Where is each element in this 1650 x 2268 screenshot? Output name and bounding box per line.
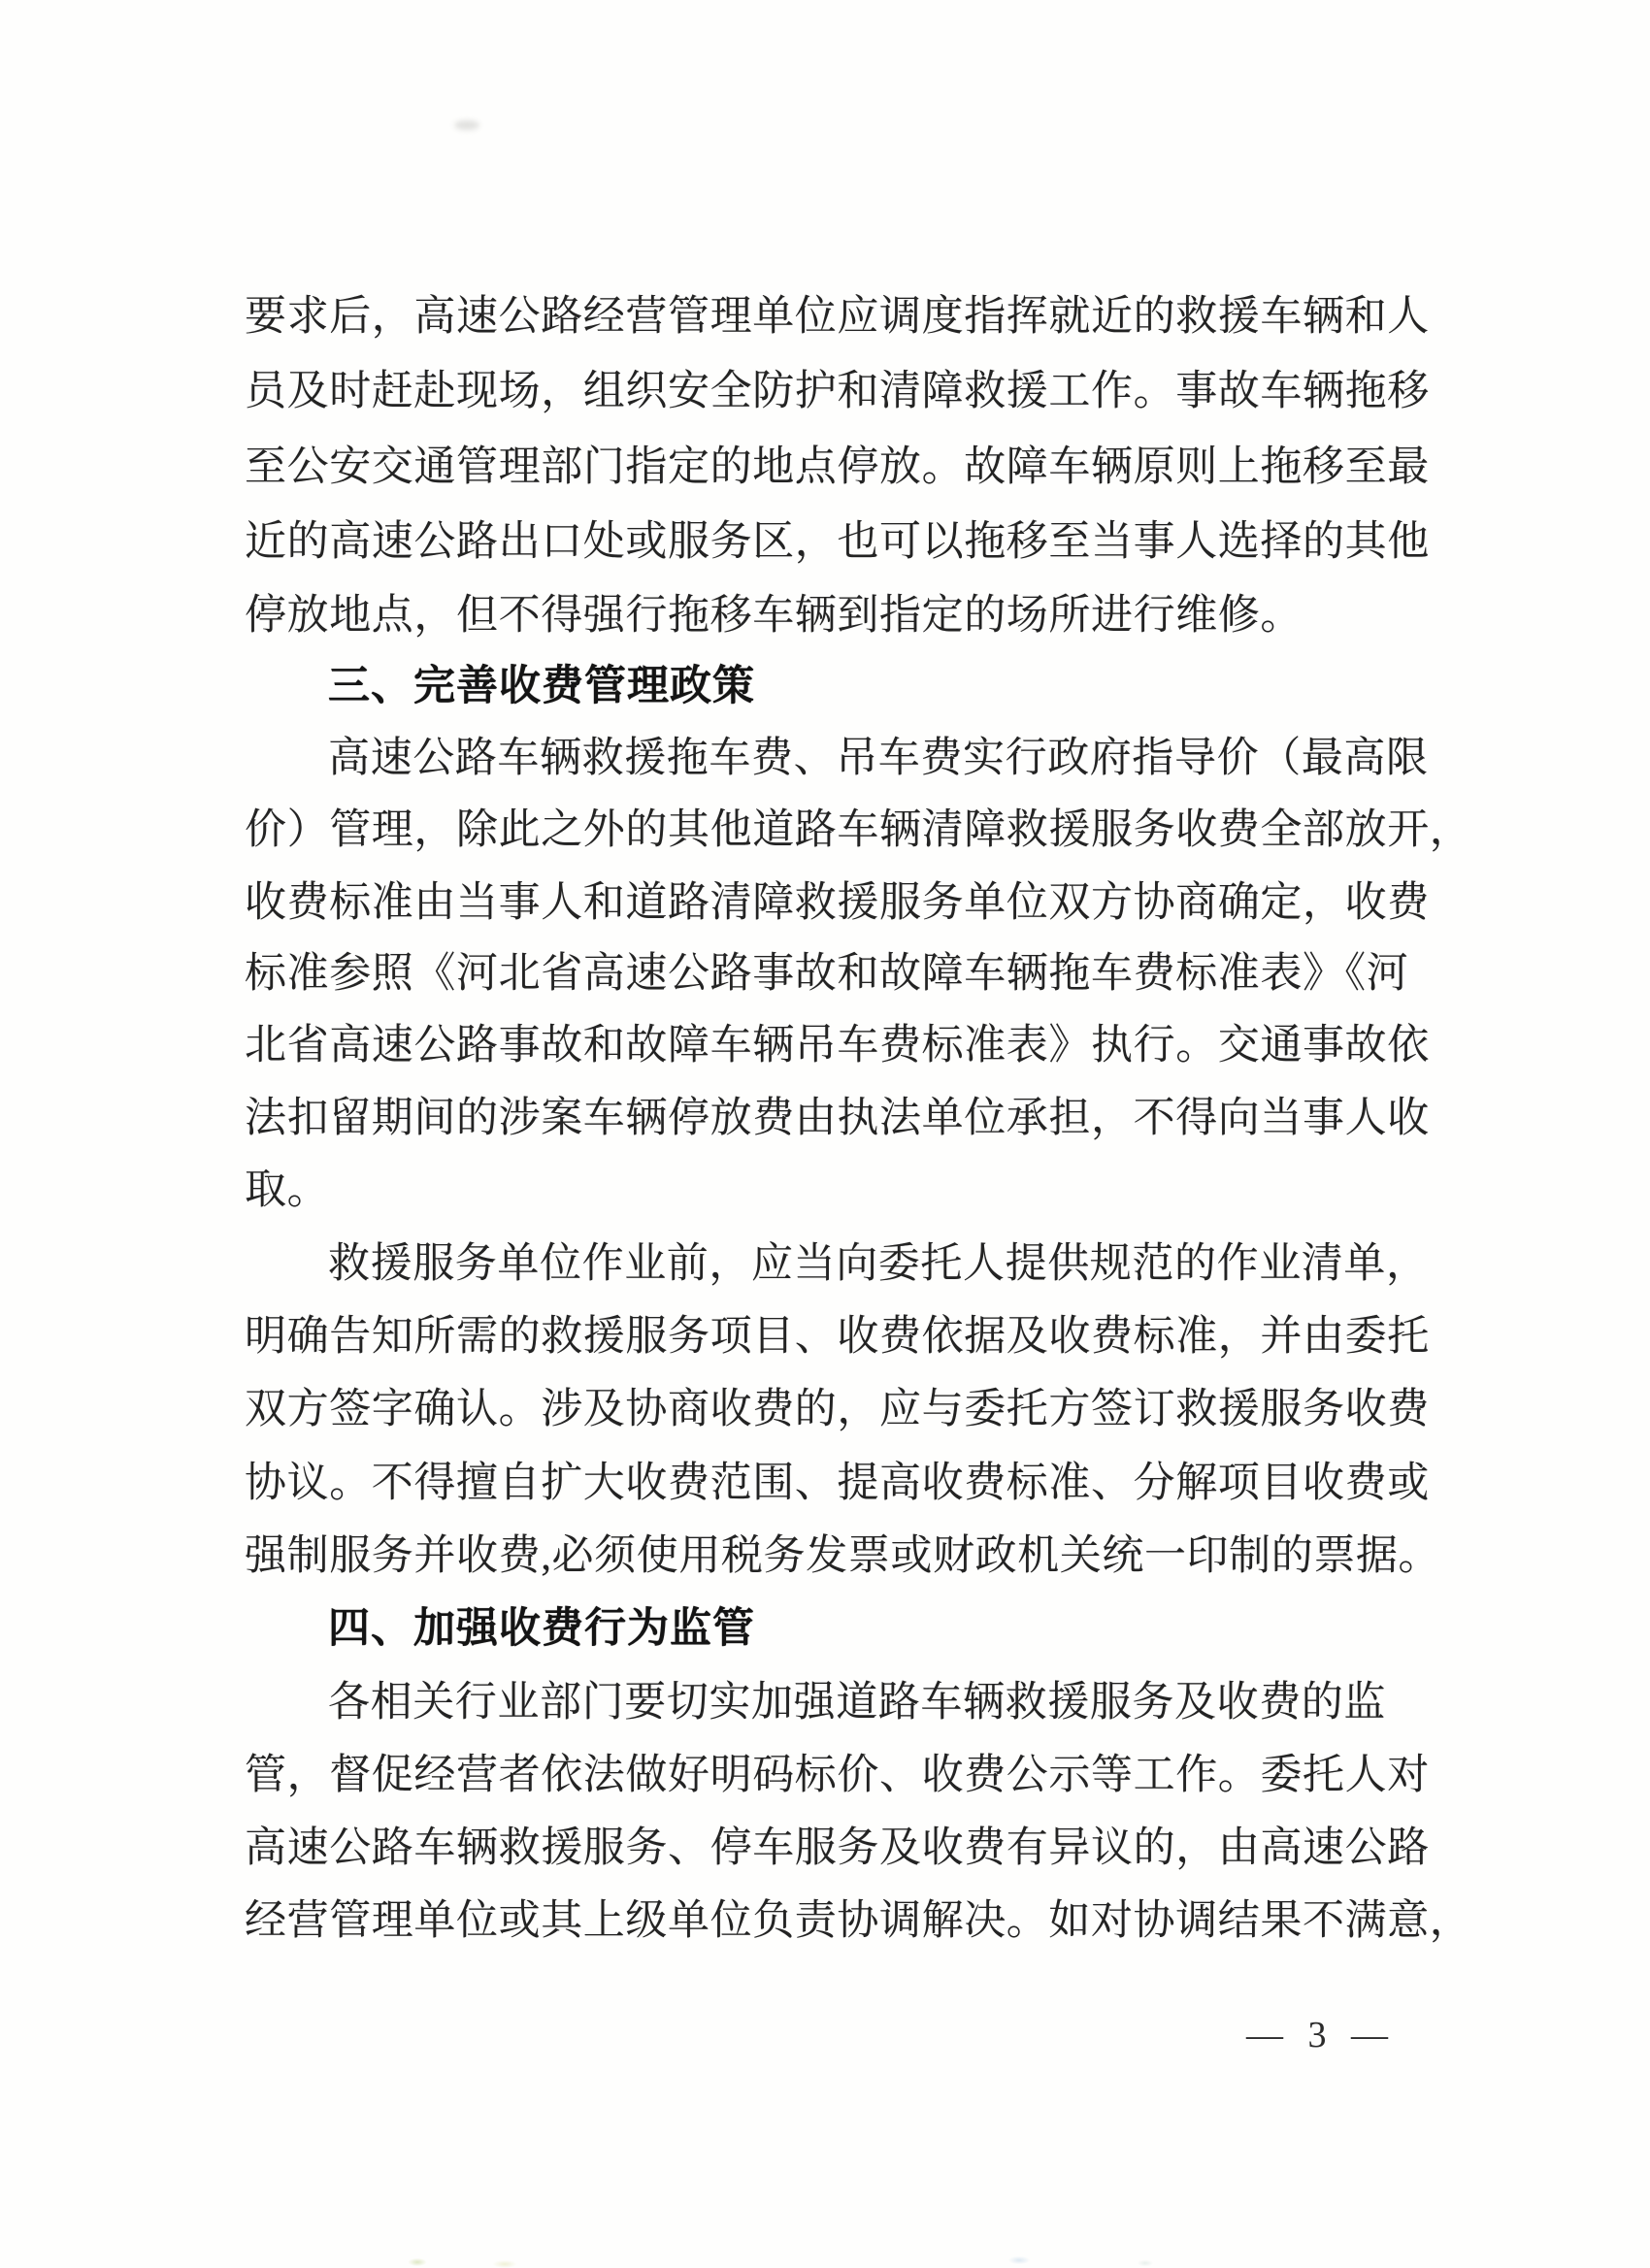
text-line: 协议。不得擅自扩大收费范围、提高收费标准、分解项目收费或 xyxy=(245,1461,1430,1506)
text-line: 停放地点，但不得强行拖移车辆到指定的场所进行维修。 xyxy=(245,593,1303,639)
text-column xyxy=(245,0,1472,2268)
section-heading-3: 三、完善收费管理政策 xyxy=(328,663,755,709)
text-line: 价）管理，除此之外的其他道路车辆清障救援服务收费全部放开， xyxy=(245,807,1472,853)
text-line: 至公安交通管理部门指定的地点停放。故障车辆原则上拖移至最 xyxy=(245,444,1430,490)
text-line: 强制服务并收费,必须使用税务发票或财政机关统一印制的票据。 xyxy=(245,1533,1441,1579)
text-line: 标准参照《河北省高速公路事故和故障车辆拖车费标准表》《河 xyxy=(245,951,1409,997)
text-line: 经营管理单位或其上级单位负责协调解决。如对协调结果不满意， xyxy=(245,1898,1472,1944)
text-line: 北省高速公路事故和故障车辆吊车费标准表》执行。交通事故依 xyxy=(245,1023,1430,1068)
section-heading-4: 四、加强收费行为监管 xyxy=(328,1605,755,1652)
text-line: 取。 xyxy=(245,1167,330,1213)
text-line: 救援服务单位作业前，应当向委托人提供规范的作业清单， xyxy=(328,1241,1429,1287)
text-line: 各相关行业部门要切实加强道路车辆救援服务及收费的监 xyxy=(328,1680,1386,1726)
text-line: 员及时赶赴现场，组织安全防护和清障救援工作。事故车辆拖移 xyxy=(245,369,1430,414)
text-line: 明确告知所需的救援服务项目、收费依据及收费标准，并由委托 xyxy=(245,1314,1430,1360)
page-number: — 3 — xyxy=(1246,2015,1396,2055)
text-line: 法扣留期间的涉案车辆停放费由执法单位承担，不得向当事人收 xyxy=(245,1096,1430,1141)
text-line: 要求后，高速公路经营管理单位应调度指挥就近的救援车辆和人 xyxy=(245,294,1430,340)
text-line: 高速公路车辆救援服务、停车服务及收费有异议的，由高速公路 xyxy=(245,1825,1430,1871)
text-line: 管，督促经营者依法做好明码标价、收费公示等工作。委托人对 xyxy=(245,1753,1430,1798)
text-line: 高速公路车辆救援拖车费、吊车费实行政府指导价（最高限 xyxy=(328,736,1429,781)
text-line: 收费标准由当事人和道路清障救援服务单位双方协商确定，收费 xyxy=(245,880,1430,926)
scan-noise xyxy=(0,2252,1650,2268)
text-line: 双方签字确认。涉及协商收费的，应与委托方签订救援服务收费 xyxy=(245,1387,1430,1432)
text-line: 近的高速公路出口处或服务区，也可以拖移至当事人选择的其他 xyxy=(245,519,1430,565)
